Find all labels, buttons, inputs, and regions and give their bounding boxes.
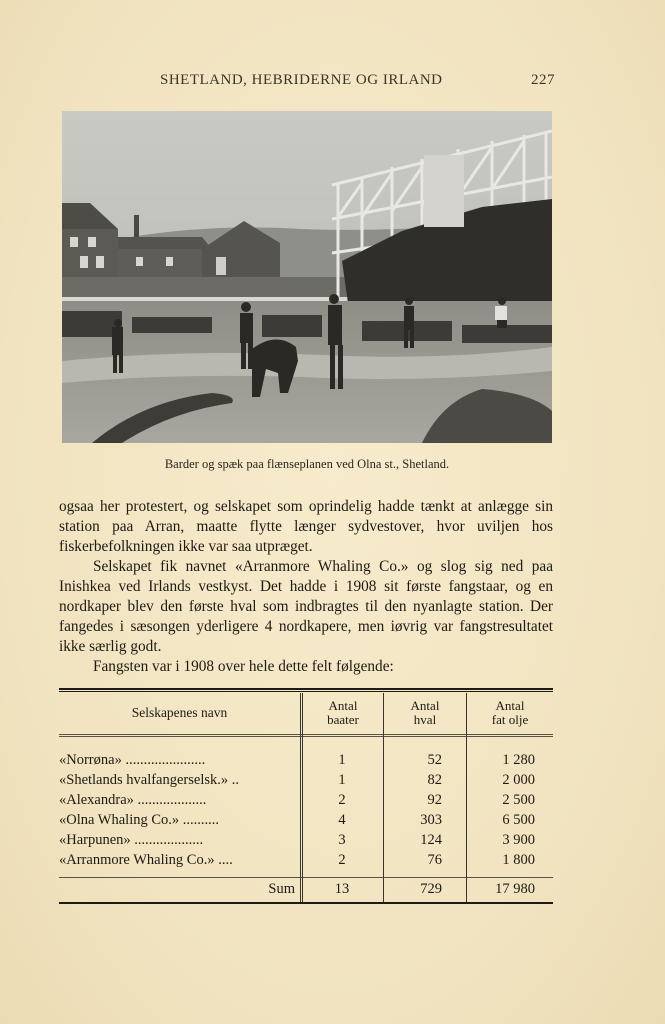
barrels-cell (467, 770, 553, 790)
figure-caption: Barder og spæk paa flænseplanen ved Olna st., Shetland. (164, 457, 450, 471)
table-row (59, 850, 553, 870)
table-row (59, 810, 553, 830)
sum-whales: 729 (420, 881, 442, 897)
header-barrels-line1: Antal (495, 698, 525, 713)
catch-table (59, 688, 553, 906)
paragraph-3: Fangsten var i 1908 over hele dette felt følgende: (93, 658, 394, 675)
whales-cell (384, 850, 466, 870)
page-number: 227 (531, 72, 555, 88)
barrels-cell (467, 830, 553, 850)
boats-count: 2 (338, 792, 346, 808)
paragraph-2: Selskapet fik navnet «Arranmore Whaling Co.» og slog sig ned paa Inishkea ved Irlands vestkyst. Det hadde i 1908 sit første fangstaar, og en nordkaper blev den første hval som indbragtes til den nyanlagte station. Der fangedes i sæsongen yderligere 4 nordkapere, men iøvrig var fangstresultatet ikke særlig godt. (59, 558, 553, 655)
sum-boats: 13 (334, 881, 350, 897)
whales-count: 303 (420, 812, 442, 828)
paragraph-1: ogsaa her protestert, og selskapet som oprindelig hadde tænkt at anlægge sin station paa Arran, maatte flytte længer sydvestover, hvor uviljen hos fiskerbefolkningen ikke var saa utpræget. (59, 498, 553, 555)
barrels-count: 6 500 (502, 812, 535, 828)
table-row (59, 750, 553, 770)
company-name: «Harpunen» ................... (59, 832, 204, 848)
whales-count: 76 (427, 852, 442, 868)
barrels-count: 3 900 (502, 832, 535, 848)
barrels-count: 2 000 (502, 772, 535, 788)
company-name: «Arranmore Whaling Co.» .... (59, 852, 233, 868)
boats-count: 4 (338, 812, 346, 828)
boats-count: 1 (338, 752, 346, 768)
barrels-cell (467, 750, 553, 770)
whales-cell (384, 770, 466, 790)
barrels-cell (467, 790, 553, 810)
company-name: «Norrøna» ...................... (59, 752, 206, 768)
boats-count: 1 (338, 772, 346, 788)
barrels-count: 2 500 (502, 792, 535, 808)
running-head-title: SHETLAND, HEBRIDERNE OG IRLAND (160, 72, 443, 88)
table-bottom-rule (59, 902, 553, 904)
whales-count: 52 (427, 752, 442, 768)
header-barrels (467, 699, 553, 727)
flensing-photo (62, 111, 552, 443)
table-top-rule (59, 688, 553, 690)
barrels-cell (467, 810, 553, 830)
whales-cell (384, 810, 466, 830)
header-barrels-line2: fat olje (491, 712, 529, 727)
barrels-cell (467, 850, 553, 870)
header-rule-double (59, 736, 553, 737)
header-name: Selskapenes navn (131, 705, 228, 720)
barrels-count: 1 280 (502, 752, 535, 768)
sum-label: Sum (268, 881, 295, 897)
body-text (59, 497, 553, 677)
sum-row (59, 879, 553, 899)
header-boats (303, 699, 383, 727)
company-name: «Alexandra» ................... (59, 792, 207, 808)
sum-barrels: 17 980 (495, 881, 535, 897)
sum-whales-cell (384, 879, 466, 899)
table-row (59, 770, 553, 790)
sum-barrels-cell (467, 879, 553, 899)
header-whales (384, 699, 466, 727)
header-whales-line1: Antal (410, 698, 440, 713)
header-rule (59, 734, 553, 735)
whales-count: 124 (420, 832, 442, 848)
header-boats-line1: Antal (328, 698, 358, 713)
company-name: «Olna Whaling Co.» .......... (59, 812, 220, 828)
table-top-rule-thin (59, 691, 553, 692)
table-row (59, 790, 553, 810)
boats-count: 3 (338, 832, 346, 848)
barrels-count: 1 800 (502, 852, 535, 868)
company-name: «Shetlands hvalfangerselsk.» .. (59, 772, 240, 788)
header-boats-line2: baater (327, 712, 359, 727)
whales-cell (384, 830, 466, 850)
whales-count: 92 (427, 792, 442, 808)
whales-cell (384, 790, 466, 810)
sum-rule (59, 877, 553, 878)
whales-cell (384, 750, 466, 770)
table-row (59, 830, 553, 850)
whales-count: 82 (427, 772, 442, 788)
header-whales-line2: hval (413, 712, 437, 727)
boats-count: 2 (338, 852, 346, 868)
